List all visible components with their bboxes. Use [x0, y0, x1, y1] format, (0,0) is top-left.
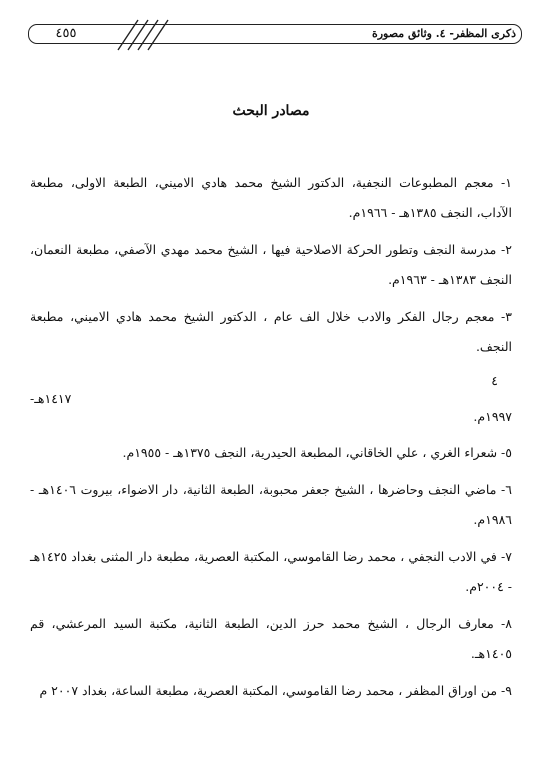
running-title: ذكرى المظفر- ٤. وثائق مصورة	[371, 27, 516, 40]
page-number: ٤٥٥	[55, 26, 77, 41]
slash-ornament-icon	[116, 18, 178, 52]
reference-item-8: ٨- معارف الرجال ، الشيخ محمد حرز الدين، الطبعة الثانية، مكتبة السيد المرعشي، قم ١٤٠٥هـ.	[30, 616, 512, 661]
reference-item-5: ٥- شعراء الغري ، علي الخاقاني، المطبعة الحيدرية، النجف ١٣٧٥هـ - ١٩٥٥م.	[122, 445, 512, 460]
reference-item-6: ٦- ماضي النجف وحاضرها ، الشيخ جعفر محبوبة، الطبعة الثانية، دار الاضواء، بيروت ١٤٠٦هـ - ١٩٨٦م.	[30, 482, 512, 527]
reference-item-3: ٣- معجم رجال الفكر والادب خلال الف عام ، الدكتور الشيخ محمد هادي الاميني، مطبعة النجف.	[30, 309, 512, 354]
reference-item-4-hijri-date: ١٤١٧هـ-	[30, 391, 72, 406]
reference-item-4-year: ١٩٩٧م.	[473, 409, 512, 424]
reference-item-4-number: ٤	[491, 373, 498, 388]
reference-list	[30, 168, 512, 713]
reference-item-9: ٩- من اوراق المظفر ، محمد رضا القاموسي، المكتبة العصرية، مطبعة الساعة، بغداد ٢٠٠٧ م	[39, 683, 512, 698]
running-header	[28, 18, 522, 50]
reference-item-1: ١- معجم المطبوعات النجفية، الدكتور الشيخ محمد هادي الاميني، الطبعة الاولى، مطبعة الآداب، النجف ١٣٨٥هـ - ١٩٦٦م.	[30, 175, 512, 220]
page-title: مصادر البحث	[232, 103, 310, 119]
reference-item-4	[30, 366, 512, 432]
reference-item-7: ٧- في الادب النجفي ، محمد رضا القاموسي، المكتبة العصرية، مطبعة دار المثنى بغداد ١٤٢٥هـ - ٢٠٠٤م.	[30, 549, 512, 594]
reference-item-2: ٢- مدرسة النجف وتطور الحركة الاصلاحية فيها ، الشيخ محمد مهدي الآصفي، مطبعة النعمان، النجف ١٣٨٣هـ - ١٩٦٣م.	[30, 242, 512, 287]
